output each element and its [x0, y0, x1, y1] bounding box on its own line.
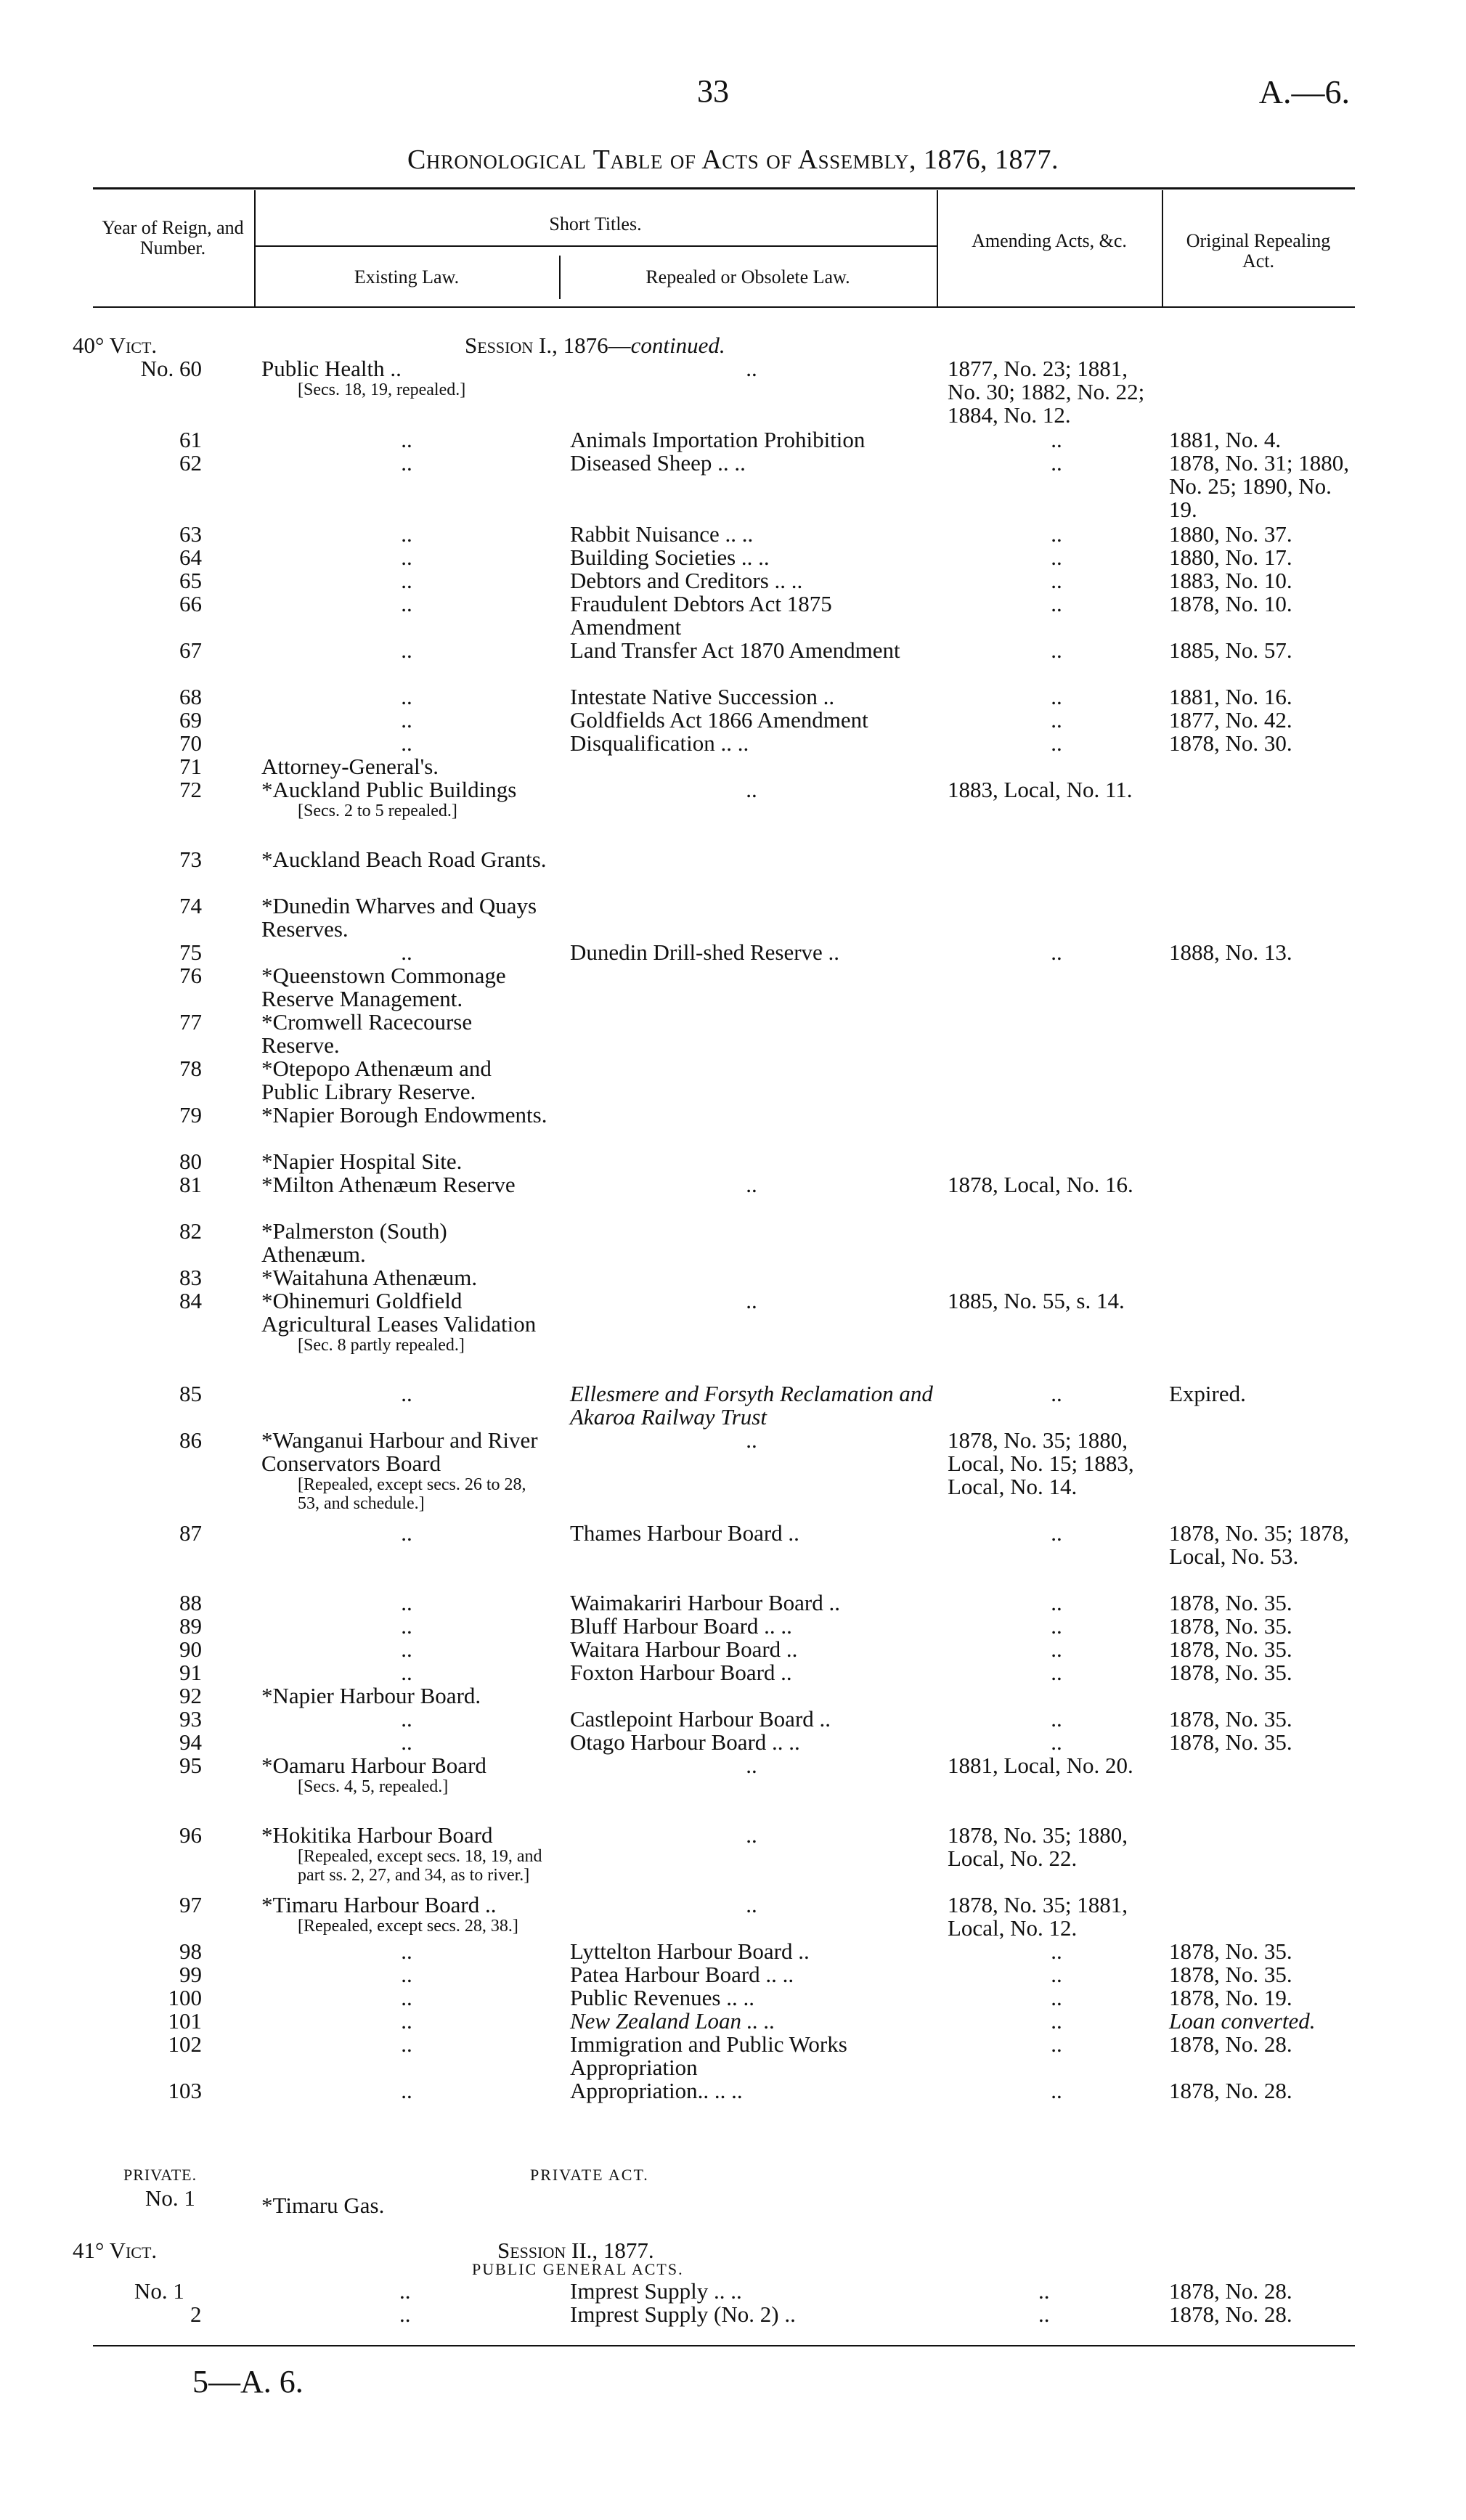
row-number: 101 [168, 2008, 202, 2034]
row-existing-law: *Otepopo Athenæum and Public Library Reserve. [261, 1056, 492, 1104]
row-existing-law: .. [401, 1381, 412, 1406]
s2-row-1-repealed: Imprest Supply .. .. [570, 2278, 742, 2304]
row-existing-law: *Oamaru Harbour Board [Secs. 4, 5, repealed.] [261, 1754, 552, 1796]
row-number: 66 [179, 591, 202, 616]
row-repealed-law: .. [746, 356, 757, 381]
row-amending-acts: .. [1051, 2008, 1062, 2034]
row-repealed-law: .. [746, 777, 757, 802]
row-number: No. 60 [140, 356, 202, 381]
row-existing-law: .. [401, 1938, 412, 1964]
row-amending-acts: .. [1051, 730, 1062, 756]
row-amending-acts: 1883, Local, No. 11. [948, 777, 1133, 802]
session-one-title: Session I., 1876— [465, 333, 631, 358]
row-repealed-law: Otago Harbour Board .. .. [570, 1729, 800, 1755]
row-existing-law: .. [401, 684, 412, 709]
row-existing-law: .. [401, 1706, 412, 1732]
row-existing-law: .. [401, 568, 412, 593]
row-existing-law: *Napier Borough Endowments. [261, 1102, 547, 1128]
row-amending-acts: .. [1051, 591, 1062, 616]
row-number: 62 [179, 450, 202, 476]
row-amending-acts: .. [1051, 1729, 1062, 1755]
row-existing-law: .. [401, 1729, 412, 1755]
row-amending-acts: 1881, Local, No. 20. [948, 1753, 1133, 1778]
row-amending-acts: 1878, No. 35; 1880, Local, No. 22. [948, 1822, 1128, 1871]
row-existing-law: .. [401, 2031, 412, 2057]
row-number: 99 [179, 1962, 202, 1987]
row-existing-law: *Ohinemuri Goldfield Agricultural Leases Validation [Sec. 8 partly repealed.] [261, 1289, 552, 1355]
row-existing-law: *Palmerston (South) Athenæum. [261, 1218, 447, 1267]
row-original-repealing-act: 1878, No. 10. [1169, 591, 1292, 616]
row-original-repealing-act: 1878, No. 35. [1169, 1938, 1292, 1964]
row-number: 84 [179, 1288, 202, 1313]
row-existing-law: .. [401, 939, 412, 965]
col-header-repealed: Repealed or Obsolete Law. [646, 266, 850, 288]
row-amending-acts: 1877, No. 23; 1881, No. 30; 1882, No. 22; 1884, No. 12. [948, 356, 1145, 428]
row-number: 64 [179, 545, 202, 570]
row-number: 65 [179, 568, 202, 593]
row-number: 71 [179, 754, 202, 779]
repeal-note: [Secs. 4, 5, repealed.] [298, 1777, 449, 1796]
row-existing-law: *Cromwell Racecourse Reserve. [261, 1009, 473, 1058]
row-number: 67 [179, 637, 202, 663]
row-repealed-law: .. [746, 1427, 757, 1453]
repeal-note: [Secs. 2 to 5 repealed.] [298, 802, 457, 820]
row-amending-acts: .. [1051, 427, 1062, 452]
row-number: 93 [179, 1706, 202, 1732]
row-number: 75 [179, 939, 202, 965]
row-repealed-law: Thames Harbour Board .. [570, 1520, 799, 1546]
row-number: 98 [179, 1938, 202, 1964]
row-existing-law: *Auckland Public Buildings [Secs. 2 to 5 repealed.] [261, 778, 552, 820]
row-amending-acts: .. [1051, 707, 1062, 733]
row-number: 102 [168, 2031, 202, 2057]
page-number: 33 [697, 73, 729, 109]
row-repealed-law: Castlepoint Harbour Board .. [570, 1706, 831, 1732]
row-number: 74 [179, 893, 202, 918]
row-repealed-law: Animals Importation Prohibition [570, 427, 866, 452]
row-repealed-law: Land Transfer Act 1870 Amendment [570, 637, 900, 663]
row-number: 69 [179, 707, 202, 733]
row-amending-acts: .. [1051, 1962, 1062, 1987]
row-amending-acts: .. [1051, 545, 1062, 570]
session-two-heading: Session II., 1877. [497, 2238, 654, 2263]
private-label: PRIVATE. [123, 2166, 197, 2184]
row-amending-acts: .. [1051, 1985, 1062, 2010]
private-row-existing: *Timaru Gas. [261, 2193, 385, 2218]
row-amending-acts: 1878, Local, No. 16. [948, 1172, 1133, 1197]
row-original-repealing-act: 1878, No. 35. [1169, 1729, 1292, 1755]
row-number: 82 [179, 1218, 202, 1244]
row-repealed-law: Lyttelton Harbour Board .. [570, 1938, 810, 1964]
row-existing-law: .. [401, 707, 412, 733]
row-existing-law: Attorney-General's. [261, 754, 439, 779]
row-existing-law: .. [401, 591, 412, 616]
footer-reference: 5—A. 6. [192, 2364, 304, 2399]
row-number: 76 [179, 963, 202, 988]
row-original-repealing-act: 1880, No. 37. [1169, 521, 1292, 547]
row-amending-acts: .. [1051, 1520, 1062, 1546]
row-amending-acts: 1878, No. 35; 1880, Local, No. 15; 1883, Local, No. 14. [948, 1427, 1134, 1499]
col-header-existing: Existing Law. [354, 266, 460, 288]
row-number: 95 [179, 1753, 202, 1778]
row-number: 85 [179, 1381, 202, 1406]
col-header-original: Original Repealing Act. [1186, 230, 1331, 272]
row-amending-acts: .. [1051, 1381, 1062, 1406]
row-number: 77 [179, 1009, 202, 1035]
row-number: 100 [168, 1985, 202, 2010]
row-existing-law: .. [401, 427, 412, 452]
row-original-repealing-act: 1878, No. 35. [1169, 1660, 1292, 1685]
row-existing-law: .. [401, 1962, 412, 1987]
col-header-year: Year of Reign, and Number. [102, 217, 244, 258]
row-original-repealing-act: 1878, No. 35. [1169, 1613, 1292, 1639]
s2-row-2-num: 2 [190, 2301, 202, 2327]
row-original-repealing-act: 1878, No. 28. [1169, 2078, 1292, 2103]
repeal-note: [Sec. 8 partly repealed.] [298, 1336, 465, 1355]
row-existing-law: .. [401, 1636, 412, 1662]
row-original-repealing-act: 1885, No. 57. [1169, 637, 1292, 663]
row-existing-law: .. [401, 521, 412, 547]
row-existing-law: *Hokitika Harbour Board [Repealed, except secs. 18, 19, and part ss. 2, 27, and 34, as to river.] [261, 1824, 552, 1885]
row-original-repealing-act: 1877, No. 42. [1169, 707, 1292, 733]
row-existing-law: .. [401, 2078, 412, 2103]
row-repealed-law: Immigration and Public Works Appropriation [570, 2031, 847, 2080]
row-number: 79 [179, 1102, 202, 1128]
s2-row-1-num: No. 1 [134, 2278, 184, 2304]
row-number: 87 [179, 1520, 202, 1546]
row-existing-law: .. [401, 1985, 412, 2010]
row-original-repealing-act: Expired. [1169, 1381, 1246, 1406]
row-number: 68 [179, 684, 202, 709]
row-original-repealing-act: 1878, No. 35. [1169, 1636, 1292, 1662]
row-repealed-law: .. [746, 1822, 757, 1848]
row-original-repealing-act: 1878, No. 30. [1169, 730, 1292, 756]
row-number: 86 [179, 1427, 202, 1453]
row-amending-acts: .. [1051, 1706, 1062, 1732]
row-repealed-law: Diseased Sheep .. .. [570, 450, 746, 476]
row-repealed-law: Dunedin Drill-shed Reserve .. [570, 939, 840, 965]
row-original-repealing-act: 1878, No. 35. [1169, 1962, 1292, 1987]
row-repealed-law: Goldfields Act 1866 Amendment [570, 707, 868, 733]
row-amending-acts: .. [1051, 1590, 1062, 1615]
row-original-repealing-act: 1881, No. 16. [1169, 684, 1292, 709]
row-amending-acts: .. [1051, 1660, 1062, 1685]
s2-row-1-existing: .. [399, 2278, 411, 2304]
row-amending-acts: .. [1051, 450, 1062, 476]
row-number: 73 [179, 847, 202, 872]
row-repealed-law: Appropriation.. .. .. [570, 2078, 743, 2103]
row-repealed-law: New Zealand Loan .. .. [570, 2008, 775, 2034]
row-number: 63 [179, 521, 202, 547]
document-reference: A.—6. [1258, 73, 1350, 110]
session-one-reign: 40° Vict. [73, 333, 158, 358]
table-title-text: Chronological Table of Acts of Assembly, 1876, 1877. [407, 144, 1059, 175]
row-existing-law: .. [401, 1660, 412, 1685]
row-repealed-law: Disqualification .. .. [570, 730, 749, 756]
row-repealed-law: Waimakariri Harbour Board .. [570, 1590, 840, 1615]
session-one-continued: continued. [630, 333, 725, 358]
row-existing-law: *Napier Hospital Site. [261, 1149, 463, 1174]
row-number: 72 [179, 777, 202, 802]
row-existing-law: *Timaru Harbour Board .. [Repealed, except secs. 28, 38.] [261, 1893, 552, 1936]
row-amending-acts: 1878, No. 35; 1881, Local, No. 12. [948, 1892, 1128, 1941]
row-amending-acts: .. [1051, 1613, 1062, 1639]
row-existing-law: .. [401, 637, 412, 663]
row-existing-law: .. [401, 545, 412, 570]
row-repealed-law: Patea Harbour Board .. .. [570, 1962, 794, 1987]
col-header-short-titles: Short Titles. [549, 213, 642, 235]
row-repealed-law: Rabbit Nuisance .. .. [570, 521, 754, 547]
row-original-repealing-act: 1880, No. 17. [1169, 545, 1292, 570]
row-existing-law: .. [401, 2008, 412, 2034]
row-existing-law: *Waitahuna Athenæum. [261, 1265, 478, 1290]
row-repealed-law: .. [746, 1753, 757, 1778]
row-existing-law: Public Health .. [Secs. 18, 19, repealed.] [261, 357, 552, 399]
row-existing-law: .. [401, 1590, 412, 1615]
s2-row-2-amending: .. [1038, 2301, 1050, 2327]
row-repealed-law: Bluff Harbour Board .. .. [570, 1613, 792, 1639]
row-existing-law: .. [401, 730, 412, 756]
row-amending-acts: .. [1051, 1938, 1062, 1964]
row-original-repealing-act: 1878, No. 35; 1878, Local, No. 53. [1169, 1520, 1349, 1569]
row-number: 96 [179, 1822, 202, 1848]
row-existing-law: *Wanganui Harbour and River Conservators Board [Repealed, except secs. 26 to 28, 53, and schedule.] [261, 1429, 552, 1513]
row-number: 81 [179, 1172, 202, 1197]
session-two-reign: 41° Vict. [73, 2238, 158, 2263]
s2-row-2-original: 1878, No. 28. [1169, 2301, 1292, 2327]
row-number: 80 [179, 1149, 202, 1174]
row-repealed-law: .. [746, 1892, 757, 1917]
row-number: 90 [179, 1636, 202, 1662]
s2-row-1-amending: .. [1038, 2278, 1050, 2304]
row-number: 103 [168, 2078, 202, 2103]
row-number: 92 [179, 1683, 202, 1708]
private-row-num: No. 1 [145, 2185, 195, 2211]
row-number: 94 [179, 1729, 202, 1755]
repeal-note: [Repealed, except secs. 26 to 28, 53, and schedule.] [298, 1475, 526, 1513]
row-repealed-law: Ellesmere and Forsyth Reclamation and Akaroa Railway Trust [570, 1381, 933, 1430]
row-amending-acts: .. [1051, 684, 1062, 709]
row-repealed-law: Waitara Harbour Board .. [570, 1636, 798, 1662]
row-number: 91 [179, 1660, 202, 1685]
row-existing-law: *Auckland Beach Road Grants. [261, 847, 547, 872]
row-repealed-law: .. [746, 1288, 757, 1313]
row-number: 88 [179, 1590, 202, 1615]
s2-row-2-existing: .. [399, 2301, 411, 2327]
row-original-repealing-act: 1878, No. 28. [1169, 2031, 1292, 2057]
row-original-repealing-act: 1878, No. 35. [1169, 1706, 1292, 1732]
row-number: 61 [179, 427, 202, 452]
row-original-repealing-act: 1881, No. 4. [1169, 427, 1282, 452]
row-repealed-law: .. [746, 1172, 757, 1197]
row-existing-law: *Milton Athenæum Reserve [261, 1172, 516, 1197]
row-existing-law: .. [401, 450, 412, 476]
row-amending-acts: .. [1051, 2031, 1062, 2057]
row-original-repealing-act: Loan converted. [1169, 2008, 1316, 2034]
row-existing-law: .. [401, 1520, 412, 1546]
row-existing-law: *Napier Harbour Board. [261, 1683, 481, 1708]
s2-row-1-original: 1878, No. 28. [1169, 2278, 1292, 2304]
row-repealed-law: Fraudulent Debtors Act 1875 Amendment [570, 591, 832, 640]
row-number: 78 [179, 1056, 202, 1081]
row-original-repealing-act: 1888, No. 13. [1169, 939, 1292, 965]
row-amending-acts: .. [1051, 568, 1062, 593]
col-header-amending: Amending Acts, &c. [972, 230, 1127, 251]
row-amending-acts: .. [1051, 637, 1062, 663]
row-repealed-law: Public Revenues .. .. [570, 1985, 754, 2010]
row-number: 83 [179, 1265, 202, 1290]
row-amending-acts: .. [1051, 2078, 1062, 2103]
row-repealed-law: Debtors and Creditors .. .. [570, 568, 803, 593]
s2-row-2-repealed: Imprest Supply (No. 2) .. [570, 2301, 796, 2327]
row-amending-acts: .. [1051, 521, 1062, 547]
row-existing-law: .. [401, 1613, 412, 1639]
row-repealed-law: Intestate Native Succession .. [570, 684, 835, 709]
row-repealed-law: Building Societies .. .. [570, 545, 770, 570]
row-number: 97 [179, 1892, 202, 1917]
repeal-note: [Secs. 18, 19, repealed.] [298, 380, 466, 399]
row-original-repealing-act: 1883, No. 10. [1169, 568, 1292, 593]
row-original-repealing-act: 1878, No. 19. [1169, 1985, 1292, 2010]
repeal-note: [Repealed, except secs. 28, 38.] [298, 1917, 518, 1936]
row-existing-law: *Dunedin Wharves and Quays Reserves. [261, 893, 537, 942]
repeal-note: [Repealed, except secs. 18, 19, and part ss. 2, 27, and 34, as to river.] [298, 1847, 542, 1885]
session-two-subheading: PUBLIC GENERAL ACTS. [472, 2260, 684, 2278]
row-number: 70 [179, 730, 202, 756]
row-existing-law: *Queenstown Commonage Reserve Management. [261, 963, 506, 1011]
row-amending-acts: .. [1051, 939, 1062, 965]
private-act-heading: PRIVATE ACT. [530, 2166, 649, 2184]
row-amending-acts: .. [1051, 1636, 1062, 1662]
row-number: 89 [179, 1613, 202, 1639]
row-repealed-law: Foxton Harbour Board .. [570, 1660, 792, 1685]
row-original-repealing-act: 1878, No. 31; 1880, No. 25; 1890, No. 19. [1169, 450, 1349, 522]
row-original-repealing-act: 1878, No. 35. [1169, 1590, 1292, 1615]
row-amending-acts: 1885, No. 55, s. 14. [948, 1288, 1125, 1313]
